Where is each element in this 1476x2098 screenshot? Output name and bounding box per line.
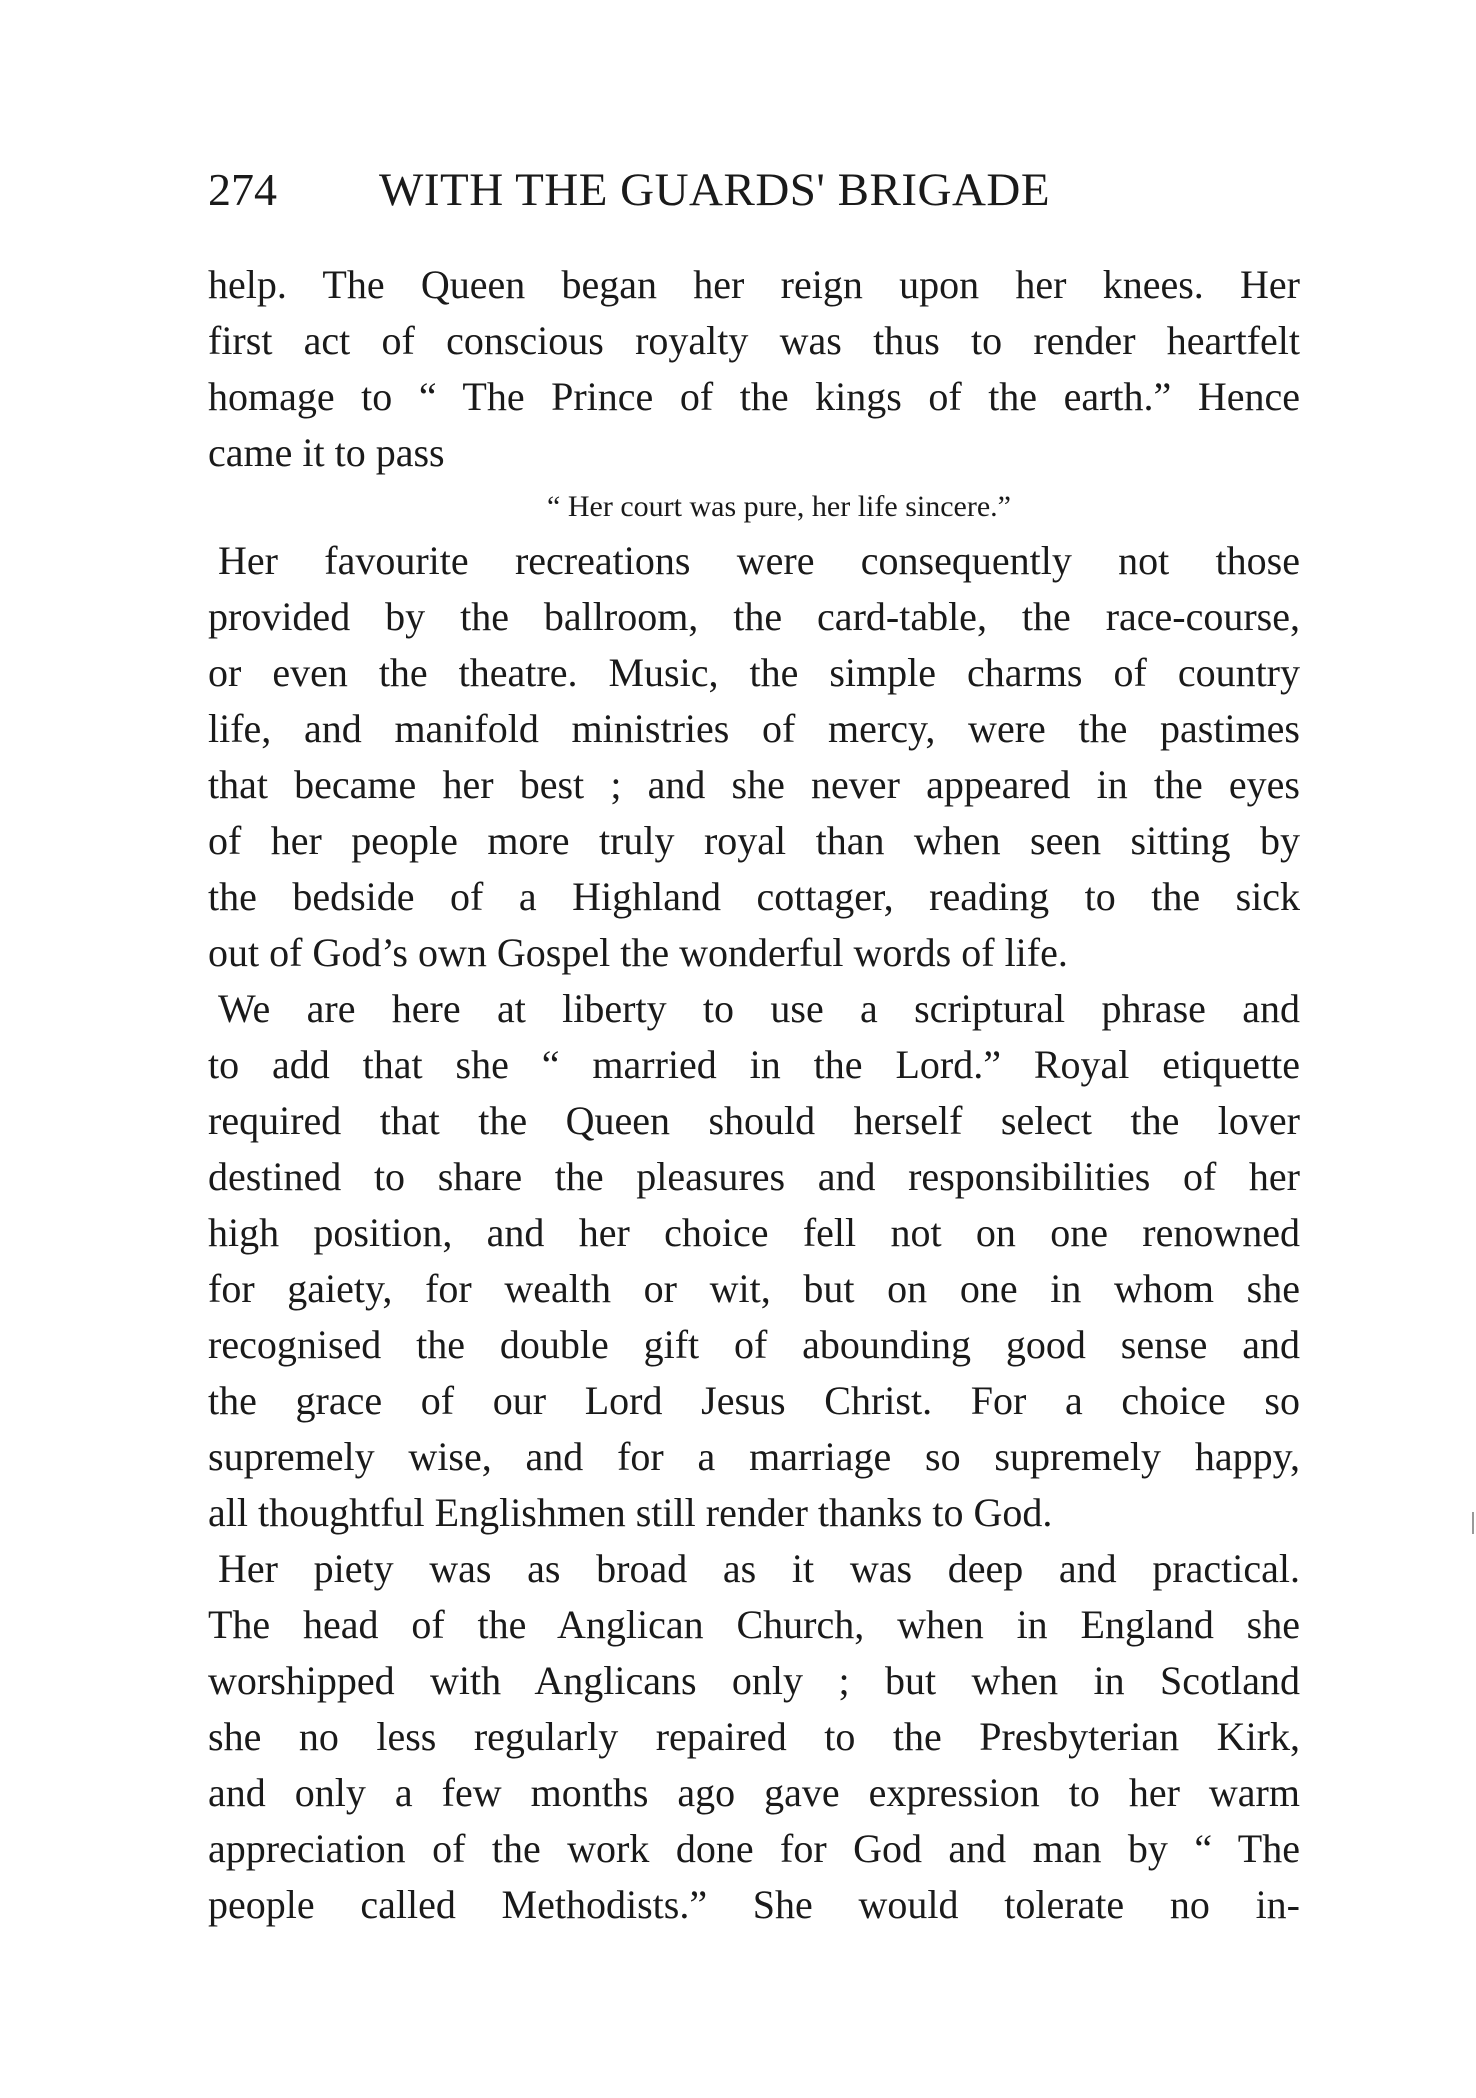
text-line: or even the theatre. Music, the simple charms of country	[208, 650, 1300, 695]
verse-quote: “ Her court was pure, her life sincere.”	[547, 490, 1011, 523]
text-line: recognised the double gift of abounding good sense and	[208, 1322, 1300, 1367]
scan-mark	[1472, 1512, 1474, 1534]
text-line: the grace of our Lord Jesus Christ. For a choice so	[208, 1378, 1300, 1423]
running-title: WITH THE GUARDS' BRIGADE	[379, 164, 1051, 216]
text-line: appreciation of the work done for God and man by “ The	[208, 1826, 1300, 1871]
text-line: and only a few months ago gave expression to her warm	[208, 1770, 1300, 1815]
text-line: provided by the ballroom, the card-table, the race-course,	[208, 594, 1300, 639]
page-body	[208, 257, 1300, 1933]
text-line: supremely wise, and for a marriage so supremely happy,	[208, 1434, 1300, 1479]
text-line: that became her best ; and she never appeared in the eyes	[208, 762, 1300, 807]
text-line: help. The Queen began her reign upon her knees. Her	[208, 262, 1300, 307]
text-line: people called Methodists.” She would tolerate no in-	[208, 1882, 1300, 1927]
text-line: came it to pass	[208, 430, 445, 475]
text-line: high position, and her choice fell not on one renowned	[208, 1210, 1300, 1255]
text-line: life, and manifold ministries of mercy, were the pastimes	[208, 706, 1300, 751]
paragraph	[208, 257, 1300, 481]
text-line: required that the Queen should herself select the lover	[208, 1098, 1300, 1143]
text-line: destined to share the pleasures and responsibilities of her	[208, 1154, 1300, 1199]
paragraph	[208, 981, 1300, 1541]
text-line: out of God’s own Gospel the wonderful words of life.	[208, 930, 1068, 975]
text-line: worshipped with Anglicans only ; but when in Scotland	[208, 1658, 1300, 1703]
text-line: The head of the Anglican Church, when in England she	[208, 1602, 1300, 1647]
running-header	[208, 160, 1300, 220]
paragraph	[208, 533, 1300, 981]
text-line: for gaiety, for wealth or wit, but on one in whom she	[208, 1266, 1300, 1311]
text-line: to add that she “ married in the Lord.” Royal etiquette	[208, 1042, 1300, 1087]
page-number: 274	[208, 164, 277, 215]
text-line: Her piety was as broad as it was deep and practical.	[218, 1546, 1300, 1591]
text-line: Her favourite recreations were consequently not those	[218, 538, 1300, 583]
text-line: homage to “ The Prince of the kings of the earth.” Hence	[208, 374, 1300, 419]
text-line: first act of conscious royalty was thus to render heartfelt	[208, 318, 1300, 363]
text-line: she no less regularly repaired to the Presbyterian Kirk,	[208, 1714, 1300, 1759]
paragraph	[208, 1541, 1300, 1933]
text-line: We are here at liberty to use a scriptural phrase and	[218, 986, 1300, 1031]
text-line: the bedside of a Highland cottager, reading to the sick	[208, 874, 1300, 919]
text-line: all thoughtful Englishmen still render thanks to God.	[208, 1490, 1053, 1535]
text-line: of her people more truly royal than when seen sitting by	[208, 818, 1300, 863]
